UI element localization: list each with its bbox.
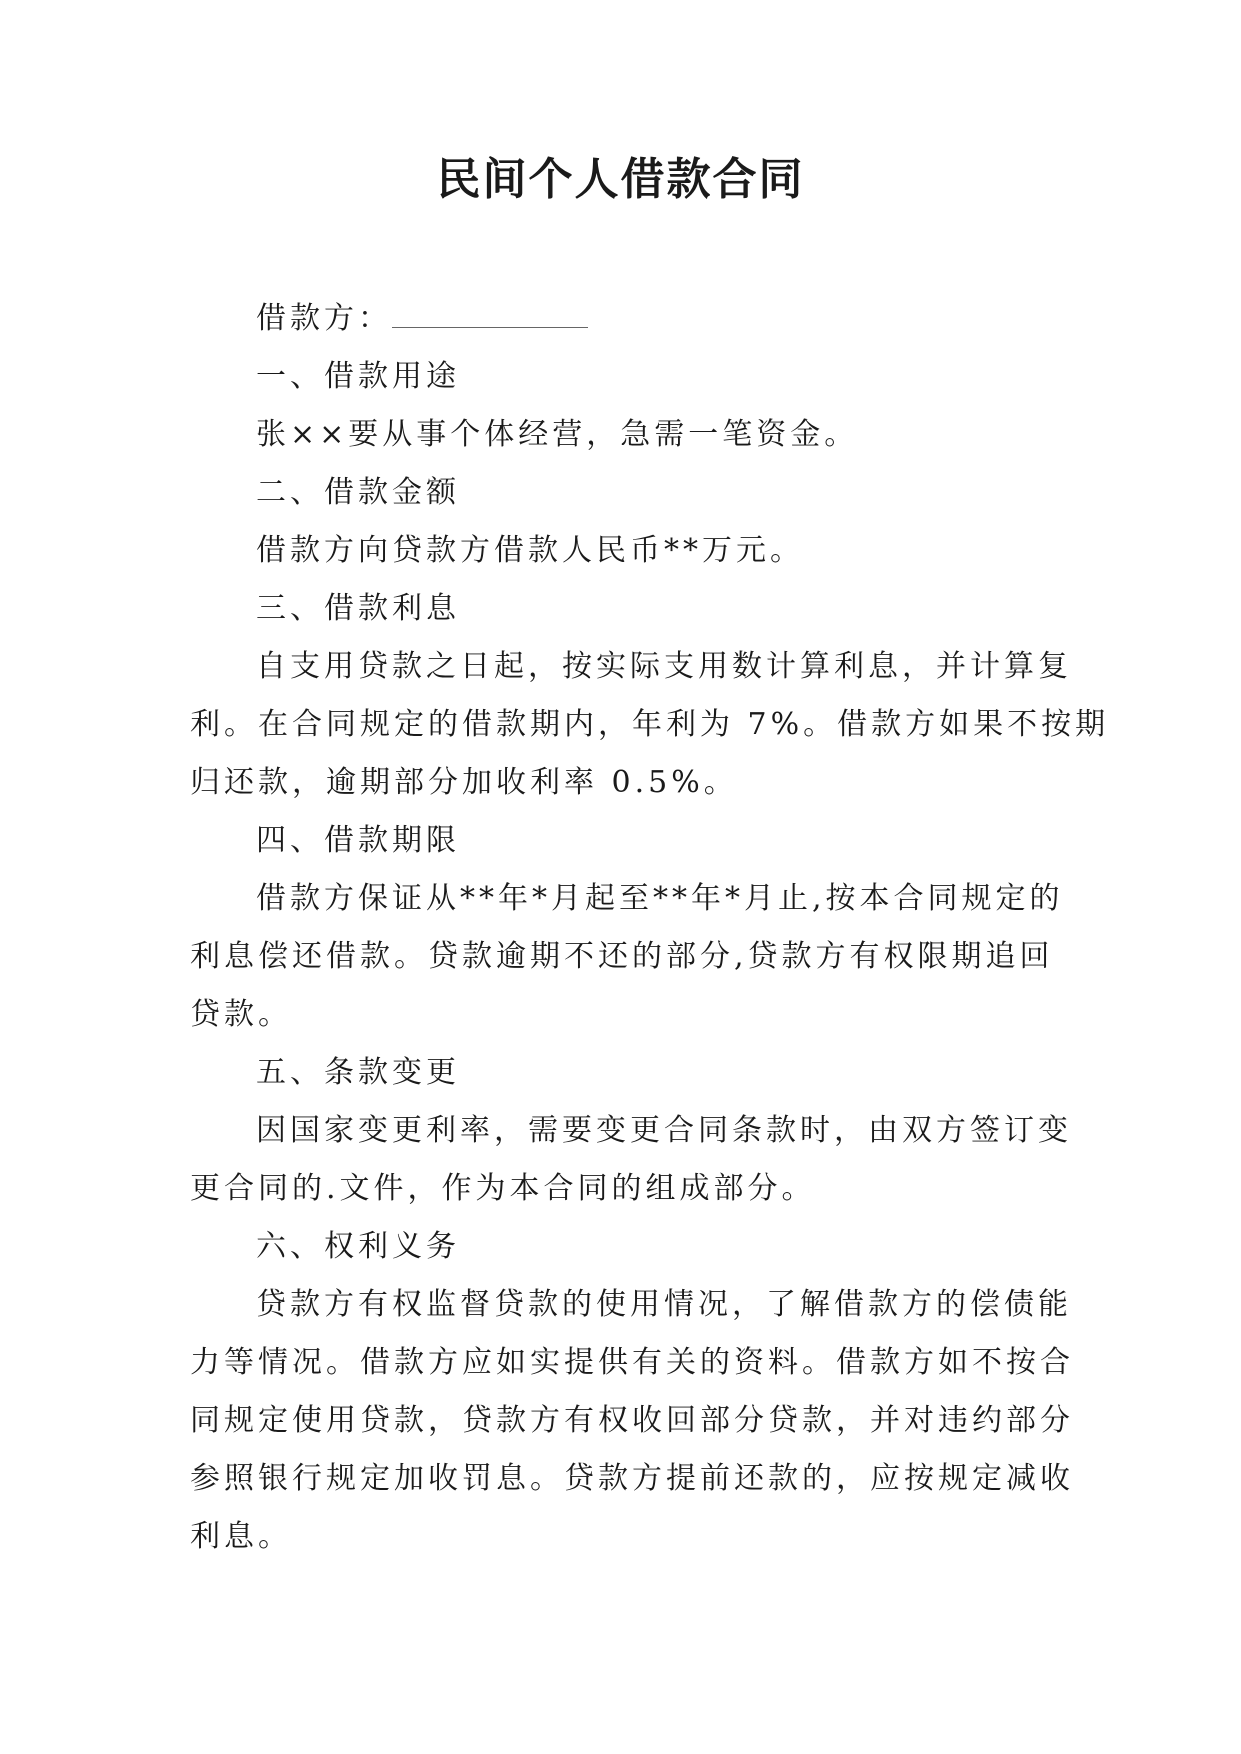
- paragraph-line: 自支用贷款之日起，按实际支用数计算利息，并计算复: [256, 649, 1072, 684]
- section-heading-changes: 五、条款变更: [256, 1055, 460, 1090]
- paragraph-line: 借款方保证从**年*月起至**年*月止,按本合同规定的: [256, 881, 1064, 916]
- document-body: [190, 290, 1110, 1566]
- paragraph-line: 借款方向贷款方借款人民币**万元。: [256, 533, 804, 568]
- section-heading-rights: 六、权利义务: [256, 1229, 460, 1264]
- section-heading-interest: 三、借款利息: [256, 591, 460, 626]
- paragraph-line: 归还款，逾期部分加收利率 0.5%。: [190, 765, 738, 800]
- paragraph-line: 更合同的.文件，作为本合同的组成部分。: [190, 1171, 816, 1206]
- paragraph-line: 利息偿还借款。贷款逾期不还的部分,贷款方有权限期追回: [190, 939, 1054, 974]
- section-heading-amount: 二、借款金额: [256, 475, 460, 510]
- document-title: 民间个人借款合同: [436, 154, 805, 205]
- paragraph-line: 力等情况。借款方应如实提供有关的资料。借款方如不按合: [190, 1345, 1074, 1380]
- paragraph-line: 同规定使用贷款，贷款方有权收回部分贷款，并对违约部分: [190, 1403, 1074, 1438]
- paragraph-line: 利。在合同规定的借款期内，年利为 7%。借款方如果不按期: [190, 707, 1110, 742]
- paragraph-line: 贷款方有权监督贷款的使用情况，了解借款方的偿债能: [256, 1287, 1072, 1322]
- paragraph-line: 参照银行规定加收罚息。贷款方提前还款的，应按规定减收: [190, 1461, 1074, 1496]
- section-heading-purpose: 一、借款用途: [256, 359, 460, 394]
- borrower-line: [190, 290, 1060, 348]
- paragraph-line: 张××要从事个体经营，急需一笔资金。: [256, 417, 859, 452]
- borrower-blank: [392, 297, 588, 328]
- paragraph-line: 因国家变更利率，需要变更合同条款时，由双方签订变: [256, 1113, 1072, 1148]
- borrower-label: 借款方：: [256, 301, 392, 336]
- section-heading-term: 四、借款期限: [256, 823, 460, 858]
- paragraph-line: 利息。: [190, 1519, 292, 1554]
- paragraph-line: 贷款。: [190, 997, 292, 1032]
